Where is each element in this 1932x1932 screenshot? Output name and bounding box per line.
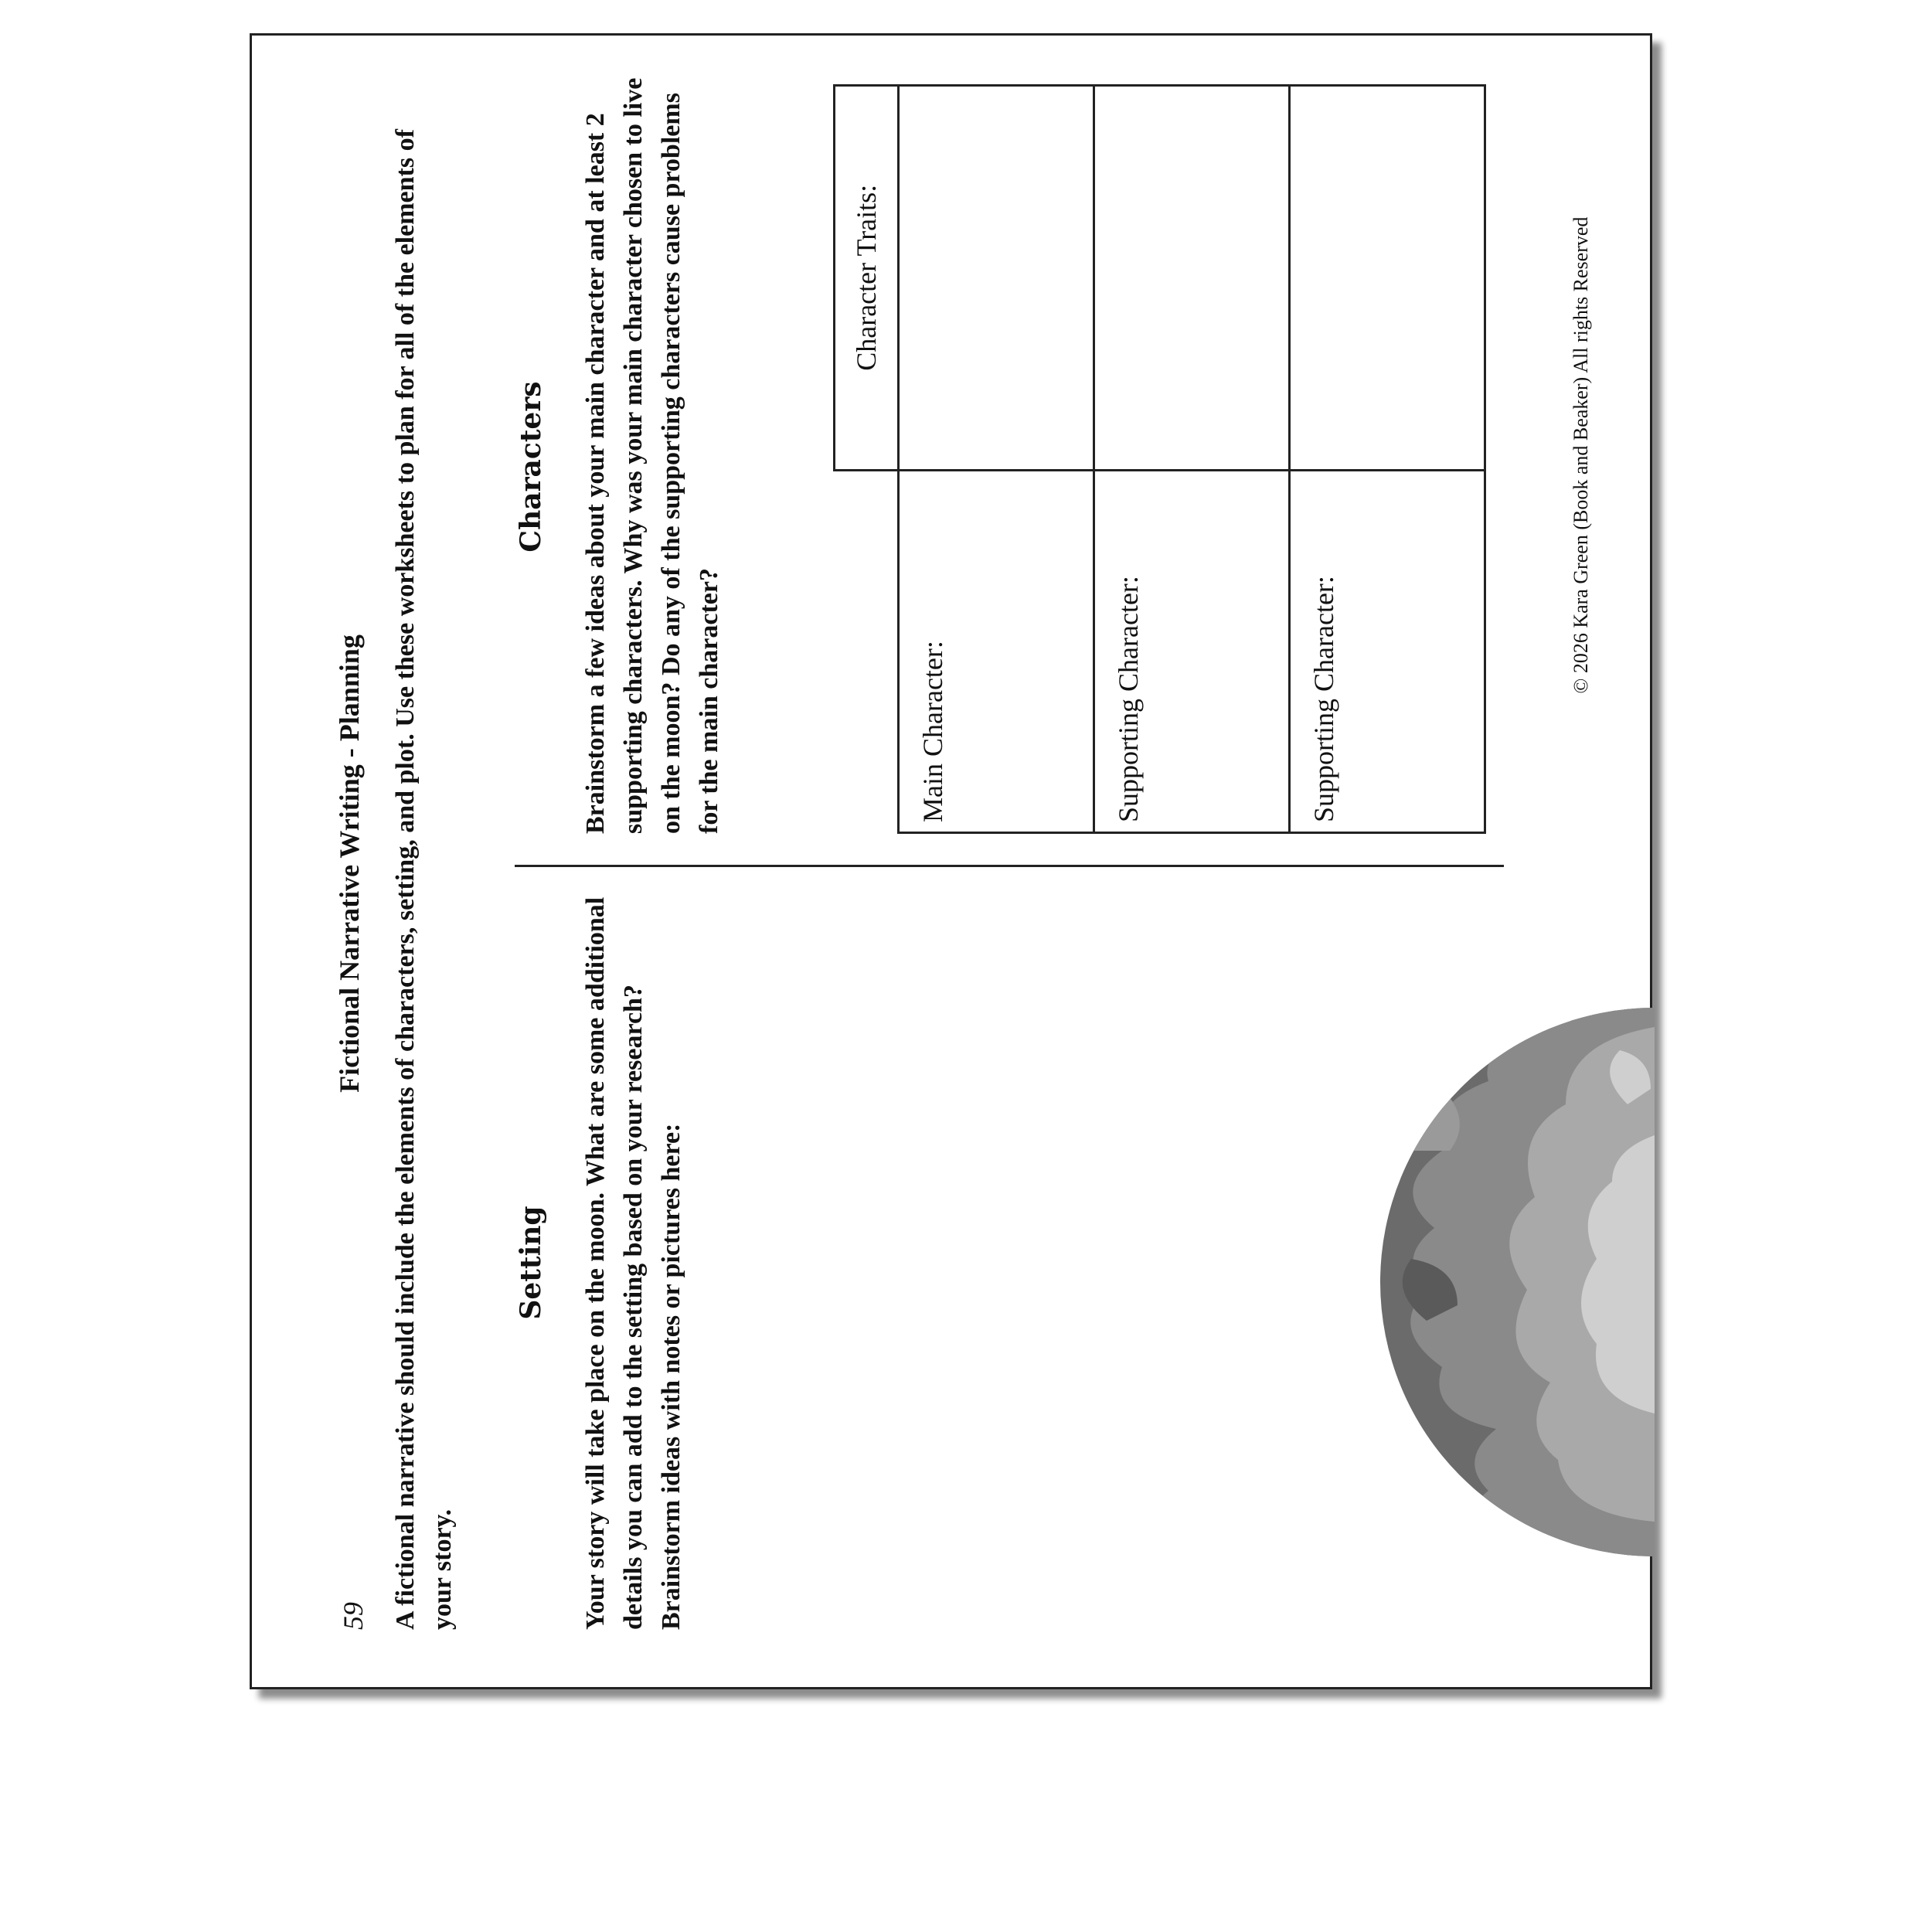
rotated-content — [252, 36, 1655, 1692]
main-character-label: Main Character: — [899, 470, 1094, 832]
supporting-character-1-traits-cell[interactable] — [1094, 86, 1290, 471]
page-title: Fictional Narrative Writing - Planning — [334, 634, 365, 1093]
table-row — [1290, 86, 1485, 833]
supporting-character-2-label: Supporting Character: — [1290, 470, 1485, 832]
characters-heading: Characters — [515, 381, 547, 553]
table-header-row — [835, 86, 899, 833]
table-row — [1094, 86, 1290, 833]
moon-icon — [1025, 872, 1655, 1692]
main-character-traits-cell[interactable] — [899, 86, 1094, 471]
copyright-notice: © 2026 Kara Green (Book and Beaker) All rights Reserved — [1570, 216, 1592, 694]
character-traits-header: Character Traits: — [835, 86, 899, 471]
supporting-character-1-label: Supporting Character: — [1094, 470, 1290, 832]
intro-paragraph: A fictional narrative should include the elements of characters, setting, and plot. Use these worksheets to plan for all of the elements of your story. — [391, 129, 457, 1630]
worksheet-page — [250, 33, 1652, 1689]
section-divider — [515, 865, 1504, 867]
supporting-character-2-traits-cell[interactable] — [1290, 86, 1485, 471]
character-traits-table — [833, 84, 1486, 834]
setting-instructions: Your story will take place on the moon. What are some additional details you can add to the setting based on your research? Brainstorm ideas with notes or pictures here: — [581, 896, 685, 1630]
table-corner — [835, 470, 899, 832]
page-number: 59 — [338, 1602, 369, 1630]
characters-instructions: Brainstorm a few ideas about your main character and at least 2 supporting characters. Why was your main character chosen to live on the moon? Do any of the supporting characters cause problems for the main character? — [581, 77, 723, 834]
table-row — [899, 86, 1094, 833]
setting-heading: Setting — [515, 1206, 547, 1320]
